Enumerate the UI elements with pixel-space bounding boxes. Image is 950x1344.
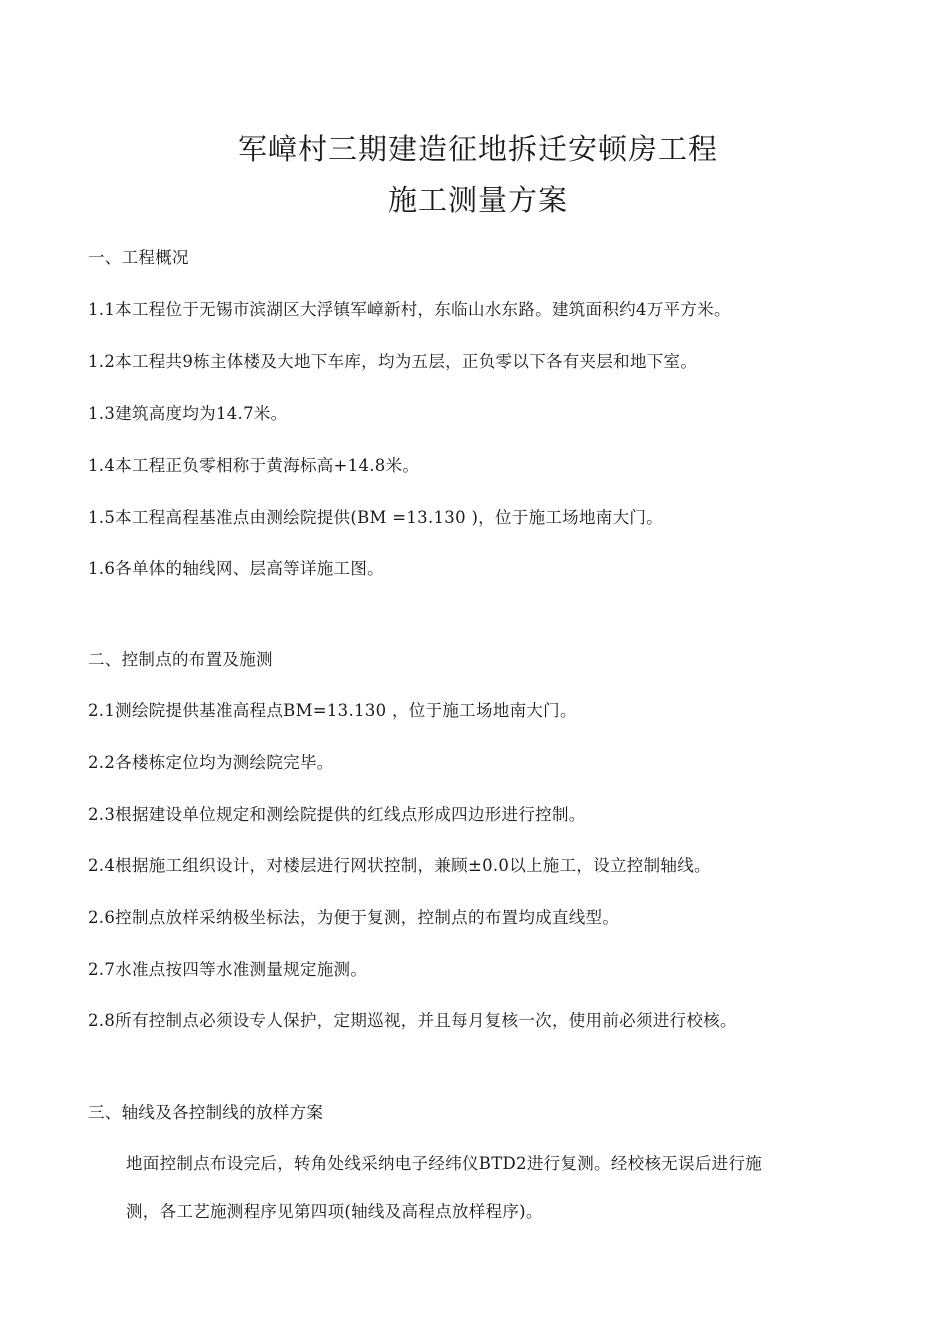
control-point-item: 2.4根据施工组织设计，对楼层进行网状控制，兼顾±0.0以上施工，设立控制轴线。 bbox=[88, 856, 711, 875]
control-point-item: 2.3根据建设单位规定和测绘院提供的红线点形成四边形进行控制。 bbox=[88, 805, 586, 824]
overview-item: 1.6各单体的轴线网、层高等详施工图。 bbox=[88, 559, 384, 578]
axis-layout-paragraph-line: 地面控制点布设完后，转角处线采纳电子经纬仪BTD2进行复测。经校核无误后进行施 bbox=[126, 1154, 763, 1173]
document-title: 军嶂村三期建造征地拆迁安顿房工程 bbox=[237, 132, 718, 166]
overview-item: 1.1本工程位于无锡市滨湖区大浮镇军嶂新村，东临山水东路。建筑面积约4万平方米。 bbox=[88, 300, 731, 319]
control-point-item: 2.7水准点按四等水准测量规定施测。 bbox=[88, 960, 368, 979]
overview-item: 1.3建筑高度均为14.7米。 bbox=[88, 404, 288, 423]
control-point-item: 2.2各楼栋定位均为测绘院完毕。 bbox=[88, 753, 334, 772]
axis-layout-paragraph-line: 测，各工艺施测程序见第四项(轴线及高程点放样程序)。 bbox=[126, 1202, 543, 1221]
control-point-item: 2.6控制点放样采纳极坐标法，为便于复测，控制点的布置均成直线型。 bbox=[88, 908, 620, 927]
overview-item: 1.2本工程共9栋主体楼及大地下车库，均为五层，正负零以下各有夹层和地下室。 bbox=[88, 352, 698, 371]
control-point-item: 2.1测绘院提供基准高程点BM=13.130 ，位于施工场地南大门。 bbox=[88, 701, 577, 720]
overview-item: 1.4本工程正负零相称于黄海标高+14.8米。 bbox=[88, 456, 420, 475]
control-point-item: 2.8所有控制点必须设专人保护，定期巡视，并且每月复核一次，使用前必须进行校核。 bbox=[88, 1011, 737, 1030]
section-heading-control-points: 二、控制点的布置及施测 bbox=[88, 650, 273, 669]
document-subtitle: 施工测量方案 bbox=[387, 183, 568, 217]
section-heading-overview: 一、工程概况 bbox=[88, 248, 189, 267]
section-heading-axis-layout: 三、轴线及各控制线的放样方案 bbox=[88, 1103, 324, 1122]
overview-item: 1.5本工程高程基准点由测绘院提供(BM =13.130 )，位于施工场地南大门。 bbox=[88, 508, 663, 527]
